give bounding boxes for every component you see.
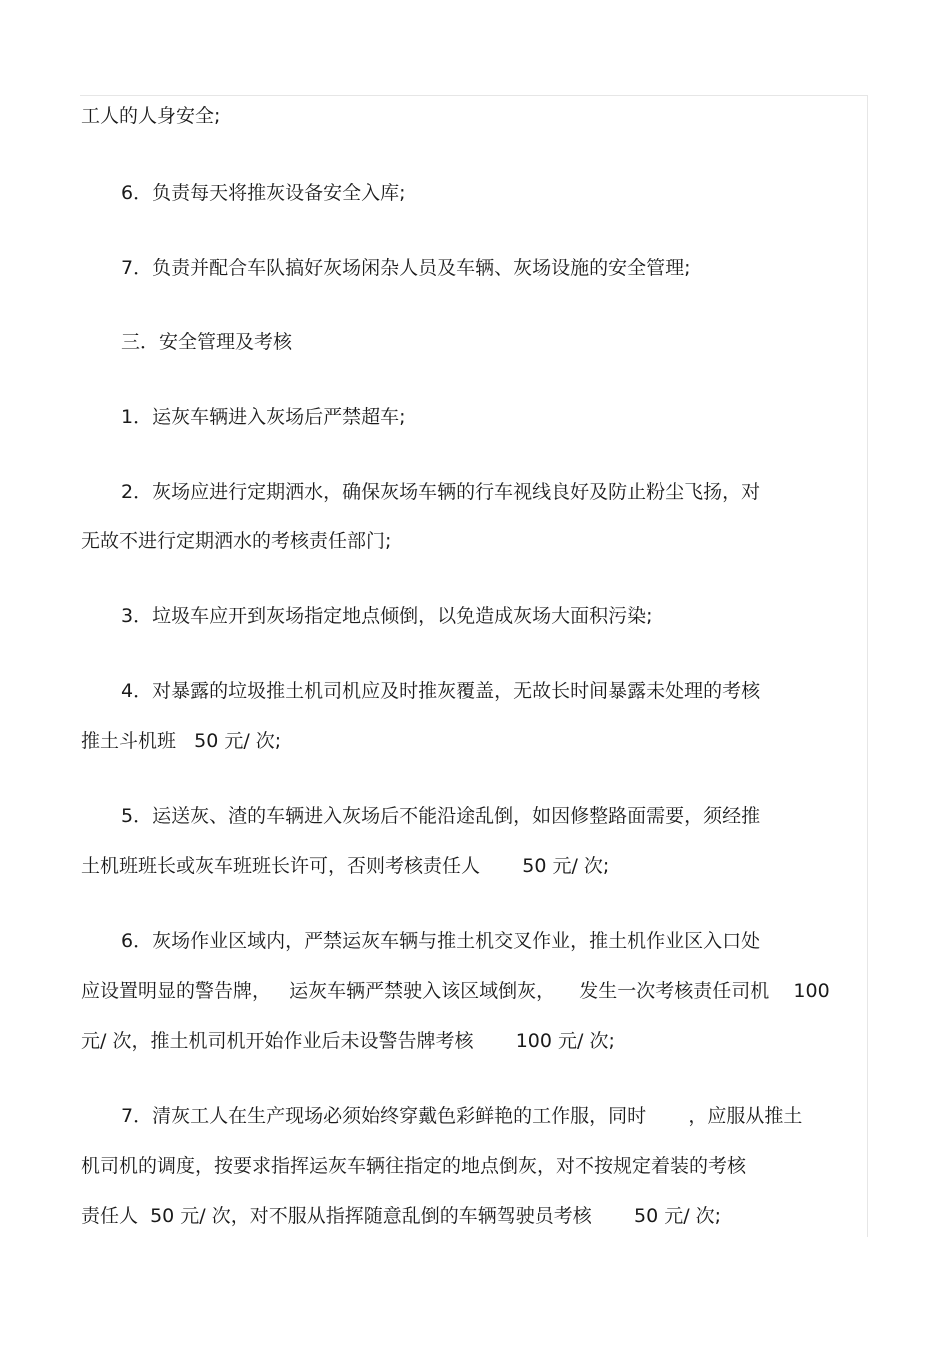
text-line: 元/ 次，推土机司机开始作业后未设警告牌考核 100 元/ 次; — [81, 1030, 615, 1052]
text-line: 5．运送灰、渣的车辆进入灰场后不能沿途乱倒，如因修整路面需要，须经推 — [121, 805, 761, 827]
text-line: 6．灰场作业区域内，严禁运灰车辆与推土机交叉作业，推土机作业区入口处 — [121, 930, 761, 952]
text-line: 无故不进行定期洒水的考核责任部门; — [81, 530, 392, 552]
text-line: 7．负责并配合车队搞好灰场闲杂人员及车辆、灰场设施的安全管理; — [121, 257, 691, 279]
text-line: 机司机的调度，按要求指挥运灰车辆往指定的地点倒灰，对不按规定着装的考核 — [81, 1155, 747, 1177]
text-line: 4．对暴露的垃圾推土机司机应及时推灰覆盖，无故长时间暴露未处理的考核 — [121, 680, 761, 702]
text-line: 工人的人身安全; — [81, 105, 221, 127]
text-line: 7．清灰工人在生产现场必须始终穿戴色彩鲜艳的工作服，同时 ，应服从推土 — [121, 1105, 803, 1127]
text-line: 6．负责每天将推灰设备安全入库; — [121, 182, 406, 204]
text-line: 推土斗机班 50 元/ 次; — [81, 730, 282, 752]
section-heading: 三．安全管理及考核 — [121, 331, 293, 353]
text-line: 土机班班长或灰车班班长许可，否则考核责任人 50 元/ 次; — [81, 855, 610, 877]
text-line: 应设置明显的警告牌， 运灰车辆严禁驶入该区域倒灰， 发生一次考核责任司机 100 — [81, 980, 830, 1002]
text-line: 1．运灰车辆进入灰场后严禁超车; — [121, 406, 406, 428]
text-line: 责任人 50 元/ 次，对不服从指挥随意乱倒的车辆驾驶员考核 50 元/ 次; — [81, 1205, 722, 1227]
text-line: 3．垃圾车应开到灰场指定地点倾倒，以免造成灰场大面积污染; — [121, 605, 653, 627]
text-line: 2．灰场应进行定期洒水，确保灰场车辆的行车视线良好及防止粉尘飞扬，对 — [121, 481, 761, 503]
